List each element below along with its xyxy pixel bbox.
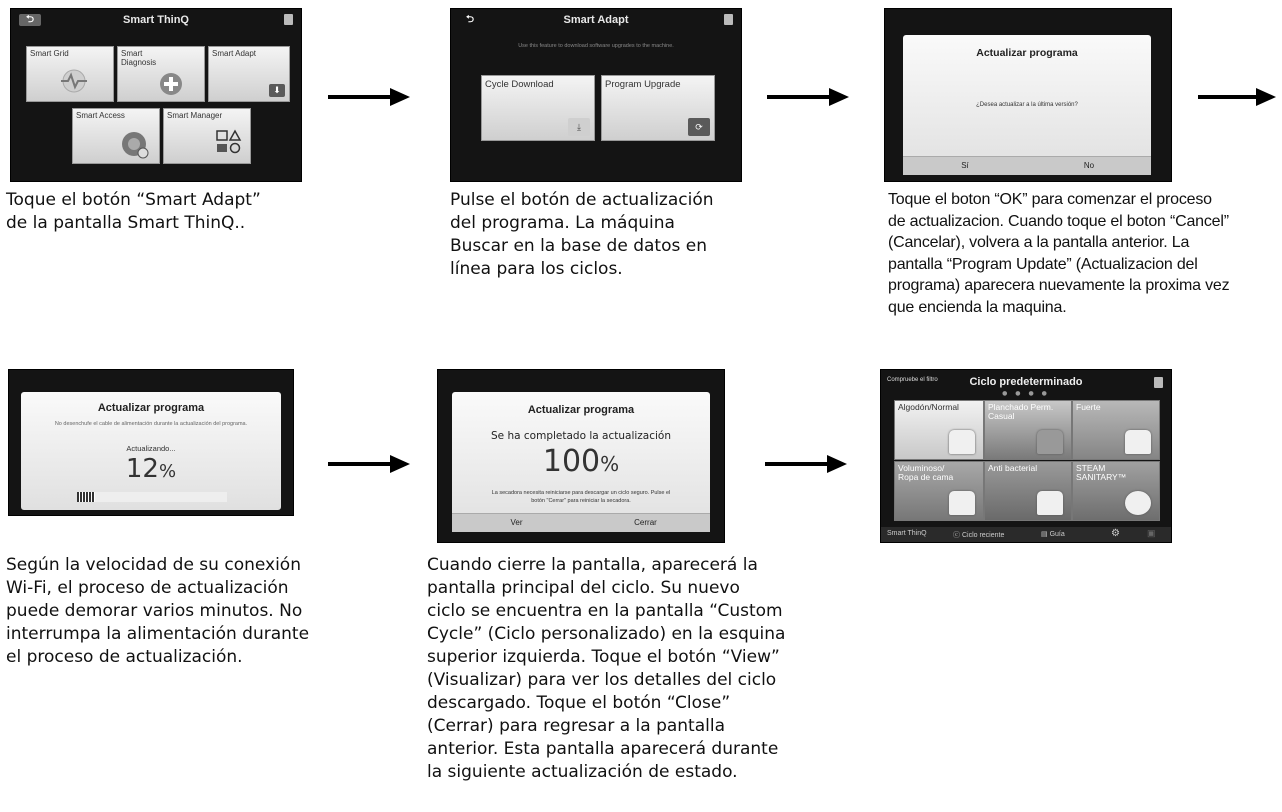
caption-step-5: Cuando cierre la pantalla, aparecerá la pantalla principal del ciclo. Su nuevo ciclo se encuentra en la pantalla “Custom Cycle” (Ciclo personalizado) en la esquina superior izquierda. Toque el botón “View” (Visualizar) para ver los detalles del ciclo descargado. Toque el botón “Close” (Cerrar) para regresar a la pantalla anterior. Esta pantalla aparecerá durante la siguiente actualización de estado. <box>427 555 786 782</box>
screen-default-cycle <box>880 369 1172 543</box>
arrow-right-icon <box>328 454 410 474</box>
cycle-tile-normal[interactable] <box>894 400 984 460</box>
percent-readout <box>452 444 710 479</box>
caption-step-3: Toque el boton “OK” para comenzar el proceso de actualizacion. Cuando toque el boton “Cancel” (Cancelar), volvera a la pantalla anterior. La pantalla “Program Update” (Actualizacion del programa) aparecera nuevamente la proxima vez que encienda la maquina. <box>888 191 1230 316</box>
restart-note: La secadora necesita reiniciarse para descargar un ciclo seguro. Pulse el botón "Cerrar" para reiniciar la secadora. <box>491 490 671 504</box>
lock-icon[interactable]: ▣ <box>1147 528 1156 538</box>
close-button[interactable]: Cerrar <box>634 518 657 527</box>
tile-smart-access[interactable] <box>72 108 160 164</box>
caption-step-4: Según la velocidad de su conexión Wi-Fi, el proceso de actualización puede demorar varios minutos. No interrumpa la alimentación durante el proceso de actualización. <box>6 555 310 667</box>
arrow-right-icon <box>767 87 849 107</box>
menu-icon[interactable] <box>724 14 733 25</box>
dialog-title: Actualizar programa <box>97 402 205 414</box>
percent-number: 12 <box>125 454 159 484</box>
confirm-dialog <box>903 35 1151 175</box>
percent-number: 100 <box>542 444 601 479</box>
back-icon[interactable]: ⮌ <box>19 14 41 26</box>
guide-button[interactable] <box>1041 530 1065 538</box>
tile-smart-manager[interactable] <box>163 108 251 164</box>
tile-label: Smart Access <box>76 111 125 120</box>
dialog-button-bar <box>452 513 710 532</box>
tile-smart-diagnosis[interactable] <box>117 46 205 102</box>
clock-icon: ⓒ <box>953 532 960 539</box>
shirt-icon <box>1037 430 1063 454</box>
progress-bar <box>77 492 95 502</box>
cycle-tile-antibacterial[interactable] <box>984 461 1072 521</box>
access-icon <box>121 131 149 159</box>
filter-label: Compruebe el filtro <box>887 377 938 383</box>
cycle-tile-bulky[interactable] <box>894 461 984 521</box>
screen-confirm-update <box>884 8 1172 182</box>
warning-text: No desenchufe el cable de alimentación durante la actualización del programa. <box>54 421 248 427</box>
gear-icon[interactable]: ⚙ <box>1111 528 1120 539</box>
top-bar <box>11 9 301 33</box>
screen-smart-thinq <box>10 8 302 182</box>
manager-icon <box>216 129 242 155</box>
page-dots: ● ● ● ● <box>1002 390 1050 397</box>
tile-label: Smart Manager <box>167 111 223 120</box>
cycle-tile-perm-press[interactable] <box>984 400 1072 460</box>
cycle-label: Anti bacterial <box>988 463 1038 473</box>
tile-label: Smart Grid <box>30 49 69 58</box>
screen-update-complete <box>437 369 725 543</box>
guide-label: Guía <box>1049 531 1065 538</box>
screen-smart-adapt <box>450 8 742 182</box>
percent-sign: % <box>600 452 620 476</box>
tile-cycle-download[interactable] <box>481 75 595 141</box>
tile-label: Smart Diagnosis <box>121 49 157 67</box>
cycle-label: Algodón/Normal <box>898 402 959 412</box>
recent-cycle-button[interactable] <box>953 530 1004 540</box>
progress-track <box>77 492 227 502</box>
tile-smart-adapt[interactable] <box>208 46 290 102</box>
recent-cycle-label: Ciclo reciente <box>961 532 1005 539</box>
yes-button[interactable]: Sí <box>961 161 969 170</box>
bedding-icon <box>949 491 975 515</box>
toy-icon <box>1125 491 1151 515</box>
complete-dialog <box>452 392 710 532</box>
overalls-icon <box>1125 430 1151 454</box>
refresh-icon: ⟳ <box>688 118 710 136</box>
dialog-title: Actualizar programa <box>527 404 635 416</box>
diagnosis-plus-icon <box>158 71 184 97</box>
download-icon: ⬇ <box>269 84 285 97</box>
bottom-bar <box>881 527 1171 542</box>
dialog-title: Actualizar programa <box>976 47 1078 59</box>
progress-dialog <box>21 392 281 510</box>
download-icon: ⤓ <box>568 118 590 136</box>
grid-wave-icon <box>59 69 89 93</box>
cycle-label: STEAM SANITARY™ <box>1076 463 1127 482</box>
percent-readout <box>21 454 281 484</box>
back-icon[interactable]: ⮌ <box>465 14 474 25</box>
screen-updating <box>8 369 294 516</box>
cycle-label: Voluminoso/ Ropa de cama <box>898 463 954 482</box>
no-button[interactable]: No <box>1083 161 1095 170</box>
status-text: Actualizando... <box>126 444 176 453</box>
caption-step-2: Pulse el botón de actualización del programa. La máquina Buscar en la base de datos en línea para los ciclos. <box>450 190 714 279</box>
smart-thinq-button[interactable]: Smart ThinQ <box>887 530 927 537</box>
tile-label: Cycle Download <box>485 79 554 90</box>
towel-icon <box>949 430 975 454</box>
screen-title: Smart Adapt <box>563 14 629 26</box>
cycle-label: Fuerte <box>1076 402 1101 412</box>
dialog-question: ¿Desea actualizar a la última versión? <box>976 102 1078 108</box>
book-icon: ▤ <box>1041 531 1048 538</box>
tile-label: Program Upgrade <box>605 79 681 90</box>
caption-step-1: Toque el botón “Smart Adapt” de la pantalla Smart ThinQ.. <box>6 190 261 233</box>
arrow-right-icon <box>1198 87 1278 107</box>
top-bar <box>451 9 741 33</box>
arrow-right-icon <box>765 454 847 474</box>
tile-label: Smart Adapt <box>212 49 257 58</box>
cycle-tile-steam-sanitary[interactable] <box>1072 461 1160 521</box>
completed-message: Se ha completado la actualización <box>491 430 671 442</box>
tile-program-upgrade[interactable] <box>601 75 715 141</box>
view-button[interactable]: Ver <box>510 518 523 527</box>
tile-smart-grid[interactable] <box>26 46 114 102</box>
percent-sign: % <box>158 461 177 482</box>
tshirt-icon <box>1037 491 1063 515</box>
screen-title: Smart ThinQ <box>122 14 189 26</box>
cycle-label: Planchado Perm. Casual <box>988 402 1054 421</box>
screen-subtitle: Use this feature to download software upgrades to the machine. <box>518 43 674 49</box>
dialog-button-bar <box>903 156 1151 175</box>
screen-title: Ciclo predeterminado <box>969 376 1083 388</box>
menu-icon[interactable] <box>284 14 293 25</box>
cycle-tile-heavy[interactable] <box>1072 400 1160 460</box>
menu-icon[interactable] <box>1154 377 1163 388</box>
arrow-right-icon <box>328 87 410 107</box>
